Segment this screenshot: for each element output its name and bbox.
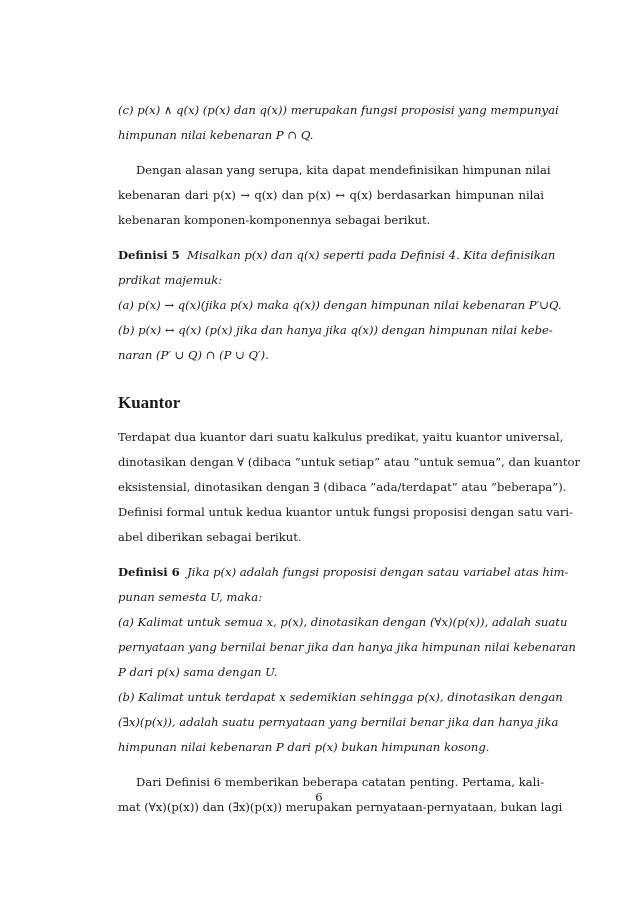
text-line: Misalkan p(x) dan q(x) seperti pada Definisi 4. Kita definisikan (187, 248, 556, 262)
paragraph-c (118, 98, 559, 148)
definition-6 (118, 560, 576, 760)
text-line: punan semesta U, maka: (118, 590, 263, 604)
definition-first-line (118, 560, 569, 585)
text-line: prdikat majemuk: (118, 273, 223, 287)
definition-5 (118, 243, 562, 368)
text-line: (b) p(x) ↔ q(x) (p(x) jika dan hanya jika q(x)) dengan himpunan nilai kebe- (118, 323, 553, 337)
text-line: (c) p(x) ∧ q(x) (p(x) dan q(x)) merupakan fungsi proposisi yang mempunyai (118, 103, 559, 117)
text-line: (b) Kalimat untuk terdapat x sedemikian sehingga p(x), dinotasikan dengan (118, 690, 563, 704)
text-line: pernyataan yang bernilai benar jika dan hanya jika himpunan nilai kebenaran (118, 640, 576, 654)
definition-first-line (118, 243, 556, 268)
text-line: P dari p(x) sama dengan U. (118, 665, 278, 679)
paragraph-kuantor (118, 425, 581, 550)
text-line: himpunan nilai kebenaran P ∩ Q. (118, 128, 314, 142)
page-number: 6 (315, 790, 323, 804)
text-line: kebenaran dari p(x) → q(x) dan p(x) ↔ q(x) berdasarkan himpunan nilai (118, 188, 544, 202)
text-line: Dari Definisi 6 memberikan beberapa catatan penting. Pertama, kali- (136, 775, 544, 789)
paragraph-dengan (118, 158, 551, 233)
section-heading: Kuantor (118, 393, 181, 412)
text-line: mat (∀x)(p(x)) dan (∃x)(p(x)) merupakan pernyataan-pernyataan, bukan lagi (118, 800, 563, 814)
text-line: (a) Kalimat untuk semua x, p(x), dinotasikan dengan (∀x)(p(x)), adalah suatu (118, 615, 568, 629)
definition-title: Definisi 5 (118, 248, 180, 262)
text-line: (a) p(x) → q(x)(jika p(x) maka q(x)) dengan himpunan nilai kebenaran P′∪Q. (118, 298, 562, 312)
text-line: kebenaran komponen-komponennya sebagai berikut. (118, 213, 431, 227)
definition-title: Definisi 6 (118, 565, 180, 579)
text-line: Jika p(x) adalah fungsi proposisi dengan satau variabel atas him- (187, 565, 569, 579)
text-line: himpunan nilai kebenaran P dari p(x) bukan himpunan kosong. (118, 740, 490, 754)
text-line: Dengan alasan yang serupa, kita dapat mendefinisikan himpunan nilai (136, 163, 551, 177)
page-body (118, 98, 581, 820)
text-line: naran (P′ ∪ Q) ∩ (P ∪ Q′). (118, 348, 269, 362)
text-line: Terdapat dua kuantor dari suatu kalkulus predikat, yaitu kuantor universal, (118, 430, 564, 444)
text-line: dinotasikan dengan ∀ (dibaca ”untuk setiap” atau ”untuk semua”, dan kuantor (118, 455, 581, 469)
text-line: abel diberikan sebagai berikut. (118, 530, 302, 544)
text-line: (∃x)(p(x)), adalah suatu pernyataan yang bernilai benar jika dan hanya jika (118, 715, 559, 729)
text-line: eksistensial, dinotasikan dengan ∃ (dibaca ”ada/terdapat” atau ”beberapa”). (118, 480, 567, 494)
text-line: Definisi formal untuk kedua kuantor untuk fungsi proposisi dengan satu vari- (118, 505, 574, 519)
